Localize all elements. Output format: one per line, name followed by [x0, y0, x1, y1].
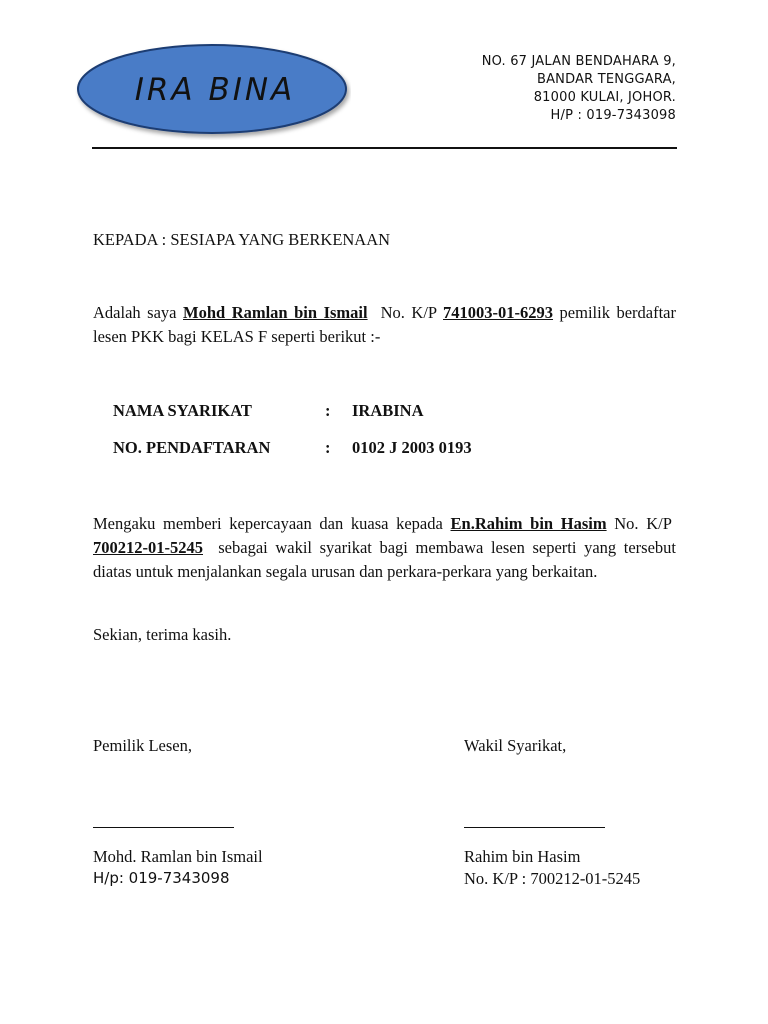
detail-label-registration: NO. PENDAFTARAN	[113, 438, 271, 457]
address-line: H/P : 019-7343098	[550, 108, 676, 123]
company-address	[482, 53, 676, 125]
signature-role-owner: Pemilik Lesen,	[93, 736, 192, 755]
intro-paragraph	[93, 301, 676, 349]
owner-ic-number: 741003-01-6293	[443, 303, 554, 322]
detail-separator: :	[325, 438, 331, 457]
signatory-ic-representative: No. K/P : 700212-01-5245	[464, 869, 641, 888]
mandate-text: Mengaku memberi kepercayaan dan kuasa kepada	[93, 514, 443, 533]
signature-line-owner	[93, 827, 234, 828]
representative-ic-number: 700212-01-5245	[93, 538, 203, 557]
mandate-text: sebagai wakil syarikat bagi membawa lesen seperti yang tersebut diatas untuk menjalankan segala urusan dan perkara-perkara yang berkaitan.	[93, 538, 677, 581]
detail-separator: :	[325, 401, 331, 420]
intro-text: Adalah saya	[93, 303, 177, 322]
mandate-text: No. K/P	[614, 514, 672, 533]
representative-name: En.Rahim bin Hasim	[450, 514, 607, 533]
owner-name: Mohd Ramlan bin Ismail	[183, 303, 368, 322]
address-line: 81000 KULAI, JOHOR.	[533, 90, 676, 105]
detail-value-registration: 0102 J 2003 0193	[352, 438, 472, 457]
detail-value-company: IRABINA	[352, 401, 424, 420]
address-line: BANDAR TENGGARA,	[536, 72, 676, 87]
recipient-line: KEPADA : SESIAPA YANG BERKENAAN	[93, 230, 391, 249]
signatory-contact-owner: H/p: 019-7343098	[93, 869, 230, 887]
address-line: NO. 67 JALAN BENDAHARA 9,	[481, 54, 676, 69]
signature-role-representative: Wakil Syarikat,	[464, 736, 567, 755]
logo-text: IRA BINA	[134, 72, 296, 108]
detail-label-company: NAMA SYARIKAT	[113, 401, 252, 420]
intro-text: pemilik berdaftar lesen PKK bagi KELAS F seperti berikut :-	[93, 303, 676, 346]
header-divider	[92, 147, 677, 149]
mandate-paragraph	[93, 512, 676, 584]
signatory-name-representative: Rahim bin Hasim	[464, 847, 581, 866]
intro-text: No. K/P	[380, 303, 437, 322]
signatory-name-owner: Mohd. Ramlan bin Ismail	[93, 847, 263, 866]
closing-line: Sekian, terima kasih.	[93, 625, 232, 644]
signature-line-representative	[464, 827, 605, 828]
